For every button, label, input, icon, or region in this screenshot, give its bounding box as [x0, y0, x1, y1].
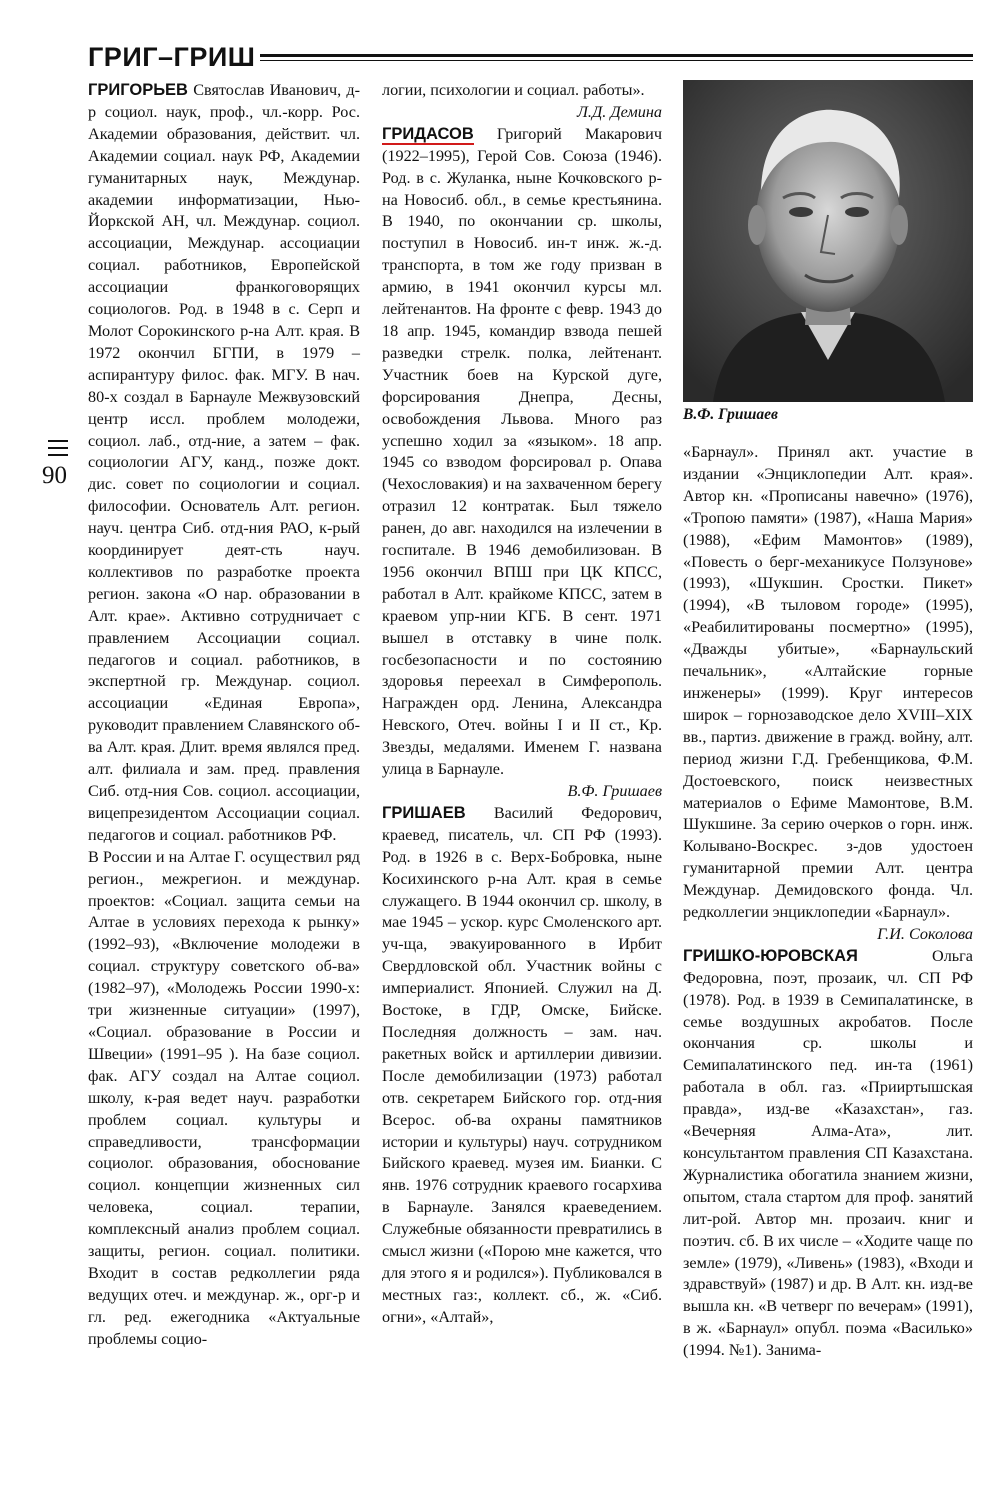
header-rule-thick [260, 54, 973, 57]
portrait-photo [683, 80, 973, 402]
page-number: 90 [42, 462, 67, 489]
author-signature: Л.Д. Демина [576, 102, 662, 121]
photo-caption: В.Ф. Гришаев [683, 406, 778, 423]
running-header [88, 38, 973, 78]
page-marker-line [48, 440, 68, 442]
entry-text: Святослав Иванович, д-р социол. наук, проф., чл.-корр. Рос. Академии образования, действит. чл. Академии социал. наук РФ, Академии гуманитарных наук, Междунар. академии информатизации, Нью-Йоркской АН, чл. Междунар. социол. ассоциации, Междунар. ассоциации социал. работников, Европейской ассоциации франкоговорящих социологов. Род. в 1948 в с. Серп и Молот Сорокинского р-на Алт. края. В 1972 окончил БГПИ, в 1979 – аспирантуру филос. фак. МГУ. В нач. 80-х создал в Барнауле Межвузовский центр иссл. проблем молодежи, социол. лаб., отд-ние, а затем – фак. социологии АГУ, канд., позже докт. дис. совет по социологии и социал. философии. Основатель Алт. регион. науч. центра Сиб. отд-ния РАО, к-рый координирует деят-сть науч. коллективов по разработке проекта регион. закона «О нар. образовании в Алт. крае». Активно сотрудничает с правлением Ассоциации социал. педагогов и социал. работников, в экспертной гр. Междунар. социол. ассоциации «Единая Европа», руководит правлением Славянского об-ва Алт. края. Длит. время являлся пред. алт. филиала и зам. пред. правления Сиб. отд-ния Сов. социол. ассоциации, вицепрезидентом Ассоциации социал. педагогов и социал. работников РФ. [88, 81, 360, 844]
header-rule-thin [260, 60, 973, 61]
entry-continuation: «Барнаул». Принял акт. участие в издании «Энциклопедии Алт. края». Автор кн. «Прописаны навечно» (1976), «Тропою памяти» (1987), «Наша Мария» (1988), «Ефим Мамонтов» (1989), «Повесть о берг-механикусе Ползунове» (1993), «Шукшин. Сростки. Пикет» (1994), «В тыловом городе» (1995), «Реабилитированы посмертно» (1995), «Дважды убитые», «Барнаульский печальник», «Алтайские горные инженеры» (1999). Круг интересов широк – горнозаводское дело XVIII–XIX вв., партиз. движение в гражд. войну, алт. период жизни Г.Д. Гребенщикова, Ф.М. Достоевского, поиск неизвестных материалов о Ефиме Мамонтове, В.М. Шукшине. За серию очерков о горн. инж. Колывано-Воскрес. з-дов удостоен гуманитарной премии Алт. центра Междунар. Демидовского фонда. Чл. редколлегии энциклопедии «Барнаул». [683, 443, 973, 922]
headword: ГРИГОРЬЕВ [88, 81, 188, 99]
headword: ГРИШКО-ЮРОВСКАЯ [683, 946, 858, 965]
entry-continuation: логии, психологии и социал. работы». [382, 81, 645, 99]
entry-grigoriev [88, 80, 360, 847]
column-right [683, 442, 973, 1362]
page-marker-line [48, 447, 68, 449]
headword: ГРИШАЕВ [382, 803, 466, 822]
entry-gridasov [382, 124, 662, 781]
entry-text: Василий Федорович, краевед, писатель, чл. СП РФ (1993). Род. в 1926 в с. Верх-Бобровка, ныне Косихинского р-на Алт. края в семье служащего. В 1944 окончил ср. школу, в мае 1945 – ускор. курс Смоленского арт. уч-ща, эвакуированного в Ирбит Свердловской обл. Участник войны с империалист. Японией. Служил на Д. Востоке, в ГДР, Омске, Бийске. Последняя должность – зам. нач. ракетных войск и артиллерии дивизии. После демобилизации (1973) работал отв. секретарем Бийского гор. отд-ния Всерос. об-ва охраны памятников истории и культуры) науч. сотрудником Бийского краевед. музея им. Бианки. С янв. 1976 сотрудник краевого госархива в Барнауле. Занялся краеведением. Служебные обязанности превратились в смысл жизни («Порою мне кажется, что для этого я и родился»). Публиковался в местных газ:, коллект. сб., ж. «Сиб. огни», «Алтай», [382, 803, 662, 1326]
running-head-title: ГРИГ–ГРИШ [88, 42, 256, 72]
entry-paragraph: В России и на Алтае Г. осуществил ряд регион., межрегион. и междунар. проектов: «Социал. защита семьи на Алтае в условиях перехода к рынку» (1992–93), «Включение молодежи в социал. структуру советского об-ва» (1982–97), «Молодежь России 1990-х: три жизненные ситуации» (1997), «Социал. образование в России и Швеции» (1991–95 ). На базе социол. фак. АГУ создал на Алтае социол. школу, к-рая ведет науч. разработки проблем социал. культуры и справедливости, трансформации социолог. образования, обоснование социол. концепции жизненных сил человека, социал. терапии, комплексный анализ проблем социал. защиты, регион. социал. политики. Входит в состав редколлегии ряда ведущих отеч. и междунар. ж., орг-р и гл. ред. ежегодника «Актуальные проблемы социо- [88, 847, 360, 1348]
column-middle [382, 80, 662, 1329]
page-marker-line [48, 454, 68, 456]
entry-grishko-yurovskaya [683, 946, 973, 1362]
headword: ГРИДАСОВ [382, 124, 474, 143]
entry-text: Григорий Макарович (1922–1995), Герой Сов. Союза (1946). Род. в с. Жуланка, ныне Кочковского р-на Новосиб. обл., в семье крестьянина. В 1940, по окончании ср. школы, поступил в Новосиб. ин-т инж. ж.-д. транспорта, в том же году призван в армию, в 1941 окончил курсы мл. лейтенантов. На фронте с февр. 1943 до 18 апр. 1945, командир взвода пешей разведки стрелк. полка, лейтенант. Участник боев на Курской дуге, форсирования Днепра, Десны, освобождения Львова. Много раз успешно ходил за «языком». 18 апр. 1945 со взводом форсировал р. Опава (Чехословакия) и на захваченном берегу отразил 12 контратак. Был тяжело ранен, до авг. находился на излечении в госпитале. В 1946 демобилизован. В 1956 окончил ВПШ при ЦК КПСС, работал в Алт. крайкоме КПСС, затем в краевом упр-нии КГБ. В сент. 1971 вышел в отставку в чине полк. госбезопасности и по состоянию здоровья переехал в Симферополь. Награжден орд. Ленина, Александра Невского, Отеч. войны I и II ст., Кр. Звезды, медалями. Именем Г. названа улица в Барнауле. [382, 124, 662, 779]
entry-text: Ольга Федоровна, поэт, прозаик, чл. СП РФ (1978). Род. в 1939 в Семипалатинске, в семье воздушных акробатов. После окончания ср. школы и Семипалатинского пед. ин-та (1961) работала в обл. газ. «Прииртышская правда», изд-ве «Казахстан», газ. «Вечерняя Алма-Ата», лит. консультантом правления СП Казахстана. Журналистика обогатила знанием жизни, опытом, стала стартом для проф. занятий лит-рой. Автор мн. прозаич. книг и поэтич. сб. В их числе – «Ходите чаще по земле» (1979), «Ливень» (1983), «Входи и здравствуй» (1987) и др. В Алт. кн. изд-ве вышла кн. «В четверг по вечерам» (1991), в ж. «Барнаул» опубл. поэма «Василько» (1994. №1). Занима- [683, 946, 973, 1360]
column-left [88, 80, 360, 1351]
author-signature: Г.И. Соколова [877, 924, 973, 943]
entry-grishaev [382, 803, 662, 1329]
portrait-image [683, 80, 973, 402]
author-signature: В.Ф. Гришаев [567, 782, 662, 800]
